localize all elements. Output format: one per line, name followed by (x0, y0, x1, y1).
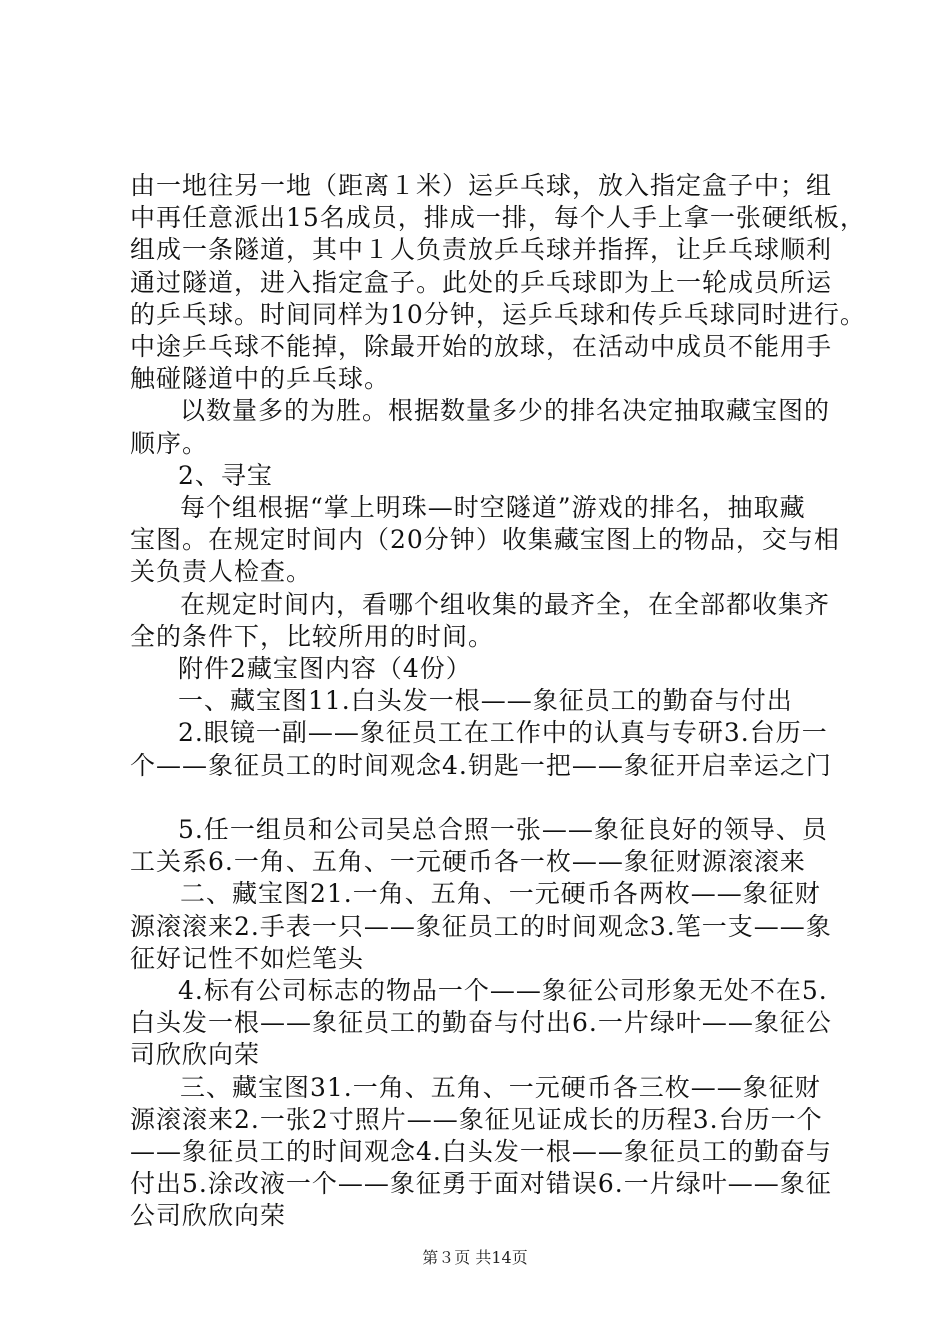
text-line: 以数量多的为胜。根据数量多少的排名决定抽取藏宝图的 (180, 396, 831, 425)
text-line: 触碰隧道中的乒乓球。 (130, 364, 391, 393)
text-line: 5.任一组员和公司吴总合照一张——象征良好的领导、员 (178, 815, 828, 844)
text-line: 关负责人检查。 (130, 557, 313, 586)
text-line: 司欣欣向荣 (130, 1040, 261, 1069)
text-line: 个——象征员工的时间观念4.钥匙一把——象征开启幸运之门 (130, 751, 832, 780)
text-line: 在规定时间内，看哪个组收集的最齐全，在全部都收集齐 (180, 590, 831, 619)
text-line: 工关系6.一角、五角、一元硬币各一枚——象征财源滚滚来 (130, 847, 806, 876)
text-line: 二、藏宝图21.一角、五角、一元硬币各两枚——象征财 (180, 879, 821, 908)
text-line: 通过隧道，进入指定盒子。此处的乒乓球即为上一轮成员所运 (130, 268, 833, 297)
text-line: 由一地往另一地（距离１米）运乒乓球，放入指定盒子中；组 (130, 171, 833, 200)
text-line: 每个组根据“掌上明珠—时空隧道”游戏的排名，抽取藏 (180, 493, 806, 522)
text-line: 付出5.涂改液一个——象征勇于面对错误6.一片绿叶——象征 (130, 1169, 832, 1198)
text-line: 白头发一根——象征员工的勤奋与付出6.一片绿叶——象征公 (130, 1008, 832, 1037)
text-line: 的乒乓球。时间同样为10分钟，运乒乓球和传乒乓球同时进行。 (130, 300, 866, 329)
appendix-heading: 附件2藏宝图内容（4份） (178, 654, 472, 683)
section-heading: 2、寻宝 (178, 461, 273, 490)
text-line: 4.标有公司标志的物品一个——象征公司形象无处不在5. (178, 976, 828, 1005)
text-line: 全的条件下，比较所用的时间。 (130, 622, 495, 651)
text-line: 征好记性不如烂笔头 (130, 944, 365, 973)
text-line: ——象征员工的时间观念4.白头发一根——象征员工的勤奋与 (130, 1137, 832, 1166)
text-line: 中途乒乓球不能掉，除最开始的放球，在活动中成员不能用手 (130, 332, 833, 361)
text-line: 一、藏宝图11.白头发一根——象征员工的勤奋与付出 (178, 686, 793, 715)
text-line: 中再任意派出15名成员，排成一排，每个人手上拿一张硬纸板， (130, 203, 866, 232)
text-line: 三、藏宝图31.一角、五角、一元硬币各三枚——象征财 (180, 1073, 821, 1102)
text-line: 宝图。在规定时间内（20分钟）收集藏宝图上的物品，交与相 (130, 525, 840, 554)
text-line: 组成一条隧道，其中１人负责放乒乓球并指挥，让乒乓球顺利 (130, 235, 833, 264)
text-line: 源滚滚来2.手表一只——象征员工的时间观念3.笔一支——象 (130, 912, 832, 941)
text-line: 源滚滚来2.一张2寸照片——象征见证成长的历程3.台历一个 (130, 1105, 823, 1134)
page-number: 第３页 共14页 (422, 1248, 528, 1267)
text-line: 2.眼镜一副——象征员工在工作中的认真与专研3.台历一 (178, 718, 828, 747)
text-line: 顺序。 (130, 429, 209, 458)
text-line: 公司欣欣向荣 (130, 1201, 287, 1230)
